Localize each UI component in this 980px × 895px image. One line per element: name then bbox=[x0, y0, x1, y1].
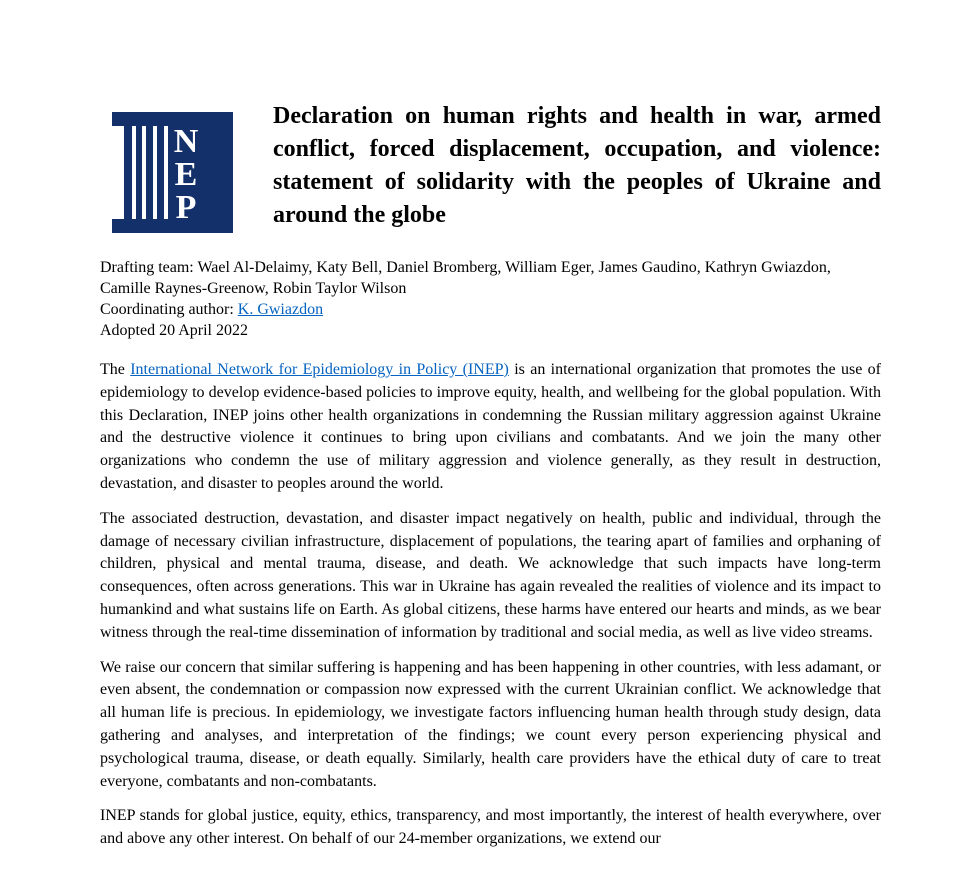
paragraph-3: We raise our concern that similar suffering is happening and has been happening in other countries, with less adamant, or even absent, the condemnation or compassion now expressed with the current Ukrainian conflict. We acknowledge that all human life is precious. In epidemiology, we investigate factors influencing human health through study design, data gathering and analyses, and interpretation of the findings; we count every person experiencing physical and psychological trauma, disease, or death equally. Similarly, health care providers have the ethical duty of care to treat everyone, combatants and non-combatants. bbox=[100, 658, 881, 790]
coordinating-author-label: Coordinating author: bbox=[100, 301, 238, 318]
logo-bar-2 bbox=[136, 120, 142, 225]
logo-letter-n: N bbox=[173, 123, 199, 160]
document-body bbox=[100, 359, 881, 863]
drafting-team: Drafting team: Wael Al-Delaimy, Katy Bell, Daniel Bromberg, William Eger, James Gaudino, Kathryn Gwiazdon, Camille Raynes-Greenow, Robin Taylor Wilson bbox=[100, 259, 831, 297]
inep-logo bbox=[112, 112, 233, 233]
inep-link[interactable]: International Network for Epidemiology in Policy (INEP) bbox=[130, 361, 509, 378]
logo-bar-4 bbox=[157, 120, 164, 225]
document-meta bbox=[100, 257, 881, 341]
paragraph-2: The associated destruction, devastation, and disaster impact negatively on health, public and individual, through the damage of necessary civilian infrastructure, displacement of populations, the tearing apart of families and orphaning of children, physical and mental trauma, disease, and death. We acknowledge that such impacts have long-term consequences, often across generations. This war in Ukraine has again revealed the realities of violence and its impact to humankind and what sustains life on Earth. As global citizens, these harms have entered our hearts and minds, as we bear witness through the real-time dissemination of information by traditional and social media, as well as live video streams. bbox=[100, 509, 881, 641]
coordinating-author bbox=[100, 299, 881, 320]
logo-letter-e: E bbox=[174, 156, 198, 193]
logo-bar-1 bbox=[124, 120, 132, 225]
paragraph-1-prefix: The bbox=[100, 361, 131, 378]
coordinating-author-link[interactable]: K. Gwiazdon bbox=[237, 301, 324, 318]
paragraph-1 bbox=[100, 359, 881, 496]
document-title: Declaration on human rights and health in war, armed conflict, forced displacement, occupation, and violence: statement of solidarity with the peoples of Ukraine and around the globe bbox=[273, 103, 881, 228]
adopted-date: Adopted 20 April 2022 bbox=[100, 322, 248, 339]
logo-letter-p: P bbox=[175, 189, 197, 226]
logo-bar-3 bbox=[146, 120, 153, 225]
paragraph-1-text: is an international organization that promotes the use of epidemiology to develop evidence-based policies to improve equity, health, and wellbeing for the global population. With this Declaration, INEP joins other health organizations in condemning the Russian military aggression against Ukraine and the destructive violence it continues to bring upon civilians and combatants. And we join the many other organizations who condemn the use of military aggression and violence generally, as they result in destruction, devastation, and disaster to peoples around the world. bbox=[100, 361, 881, 492]
paragraph-4: INEP stands for global justice, equity, ethics, transparency, and most importantly, the interest of health everywhere, over and above any other interest. On behalf of our 24-member organizations, we extend our bbox=[100, 807, 881, 848]
